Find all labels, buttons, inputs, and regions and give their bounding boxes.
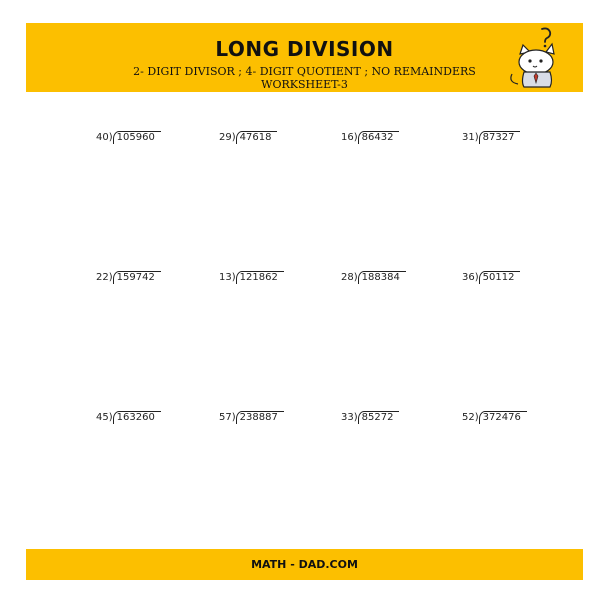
dividend: 188384	[358, 271, 406, 284]
dividend: 47618	[236, 131, 278, 144]
dividend: 121862	[236, 271, 284, 284]
divisor: 31)	[462, 132, 479, 143]
problem-item	[462, 131, 520, 144]
divisor: 33)	[341, 412, 358, 423]
problem-item	[219, 131, 277, 144]
page-subtitle: 2- DIGIT DIVISOR ; 4- DIGIT QUOTIENT ; NO REMAINDERS	[133, 65, 476, 78]
problem-item	[219, 271, 284, 284]
divisor: 52)	[462, 412, 479, 423]
problem-item	[341, 131, 399, 144]
problem-item	[341, 411, 399, 424]
footer-banner	[26, 549, 583, 580]
dividend: 86432	[358, 131, 400, 144]
worksheet-label: WORKSHEET-3	[261, 78, 348, 91]
dividend: 163260	[113, 411, 161, 424]
dividend: 372476	[479, 411, 527, 424]
problem-item	[219, 411, 284, 424]
divisor: 45)	[96, 412, 113, 423]
page-title: LONG DIVISION	[215, 37, 394, 61]
divisor: 40)	[96, 132, 113, 143]
divisor: 57)	[219, 412, 236, 423]
problem-item	[462, 411, 527, 424]
divisor: 36)	[462, 272, 479, 283]
dividend: 50112	[479, 271, 521, 284]
divisor: 28)	[341, 272, 358, 283]
divisor: 13)	[219, 272, 236, 283]
divisor: 16)	[341, 132, 358, 143]
dividend: 87327	[479, 131, 521, 144]
problem-item	[462, 271, 520, 284]
dividend: 238887	[236, 411, 284, 424]
footer-website: MATH - DAD.COM	[251, 558, 358, 571]
dividend: 159742	[113, 271, 161, 284]
divisor: 22)	[96, 272, 113, 283]
divisor: 29)	[219, 132, 236, 143]
dividend: 105960	[113, 131, 161, 144]
problem-item	[96, 271, 161, 284]
problem-item	[96, 411, 161, 424]
problem-item	[341, 271, 406, 284]
problem-item	[96, 131, 161, 144]
dividend: 85272	[358, 411, 400, 424]
